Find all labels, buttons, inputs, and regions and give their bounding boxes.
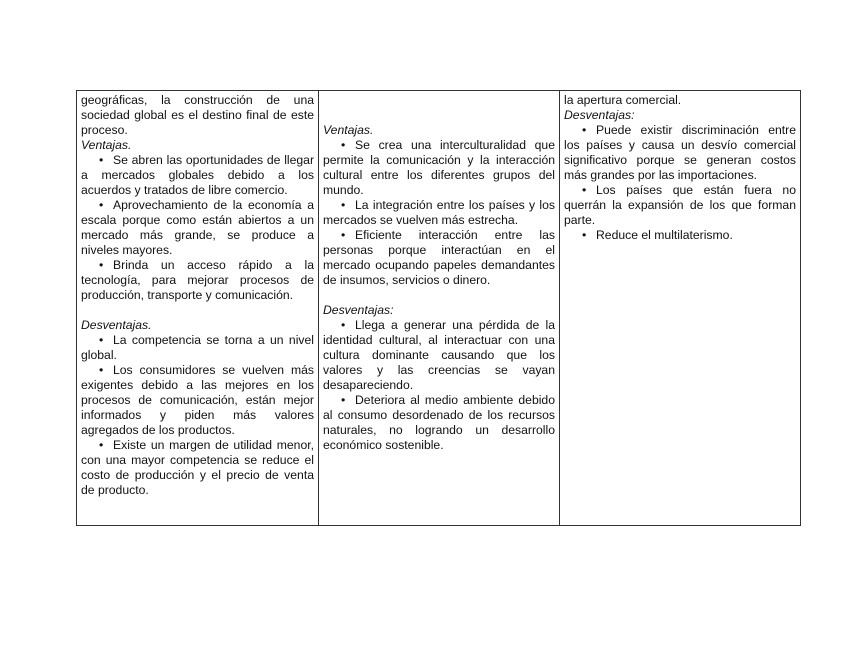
bullet-icon: • [99, 258, 104, 272]
bullet-icon: • [99, 333, 104, 347]
bullet-icon: • [341, 318, 346, 332]
bullet-icon: • [341, 393, 346, 407]
col2-ventaja-item: • Eficiente interacción entre las personas porque interactúan en el mercado ocupando papeles demandantes de insumos, servicios o dinero. [323, 228, 555, 287]
col1-ventaja-item: • Brinda un acceso rápido a la tecnología, para mejorar procesos de producción, transporte y comunicación. [81, 258, 314, 302]
bullet-icon: • [99, 363, 104, 377]
col3-desventaja-item: • Reduce el multilaterismo. [582, 228, 733, 242]
col1-ventaja-item: • Se abren las oportunidades de llegar a mercados globales debido a los acuerdos y tratados de libre comercio. [81, 153, 314, 197]
bullet-icon: • [99, 153, 104, 167]
bullet-icon: • [99, 438, 104, 452]
col1-desventajas-heading: Desventajas. [81, 318, 152, 332]
col2-desventajas-heading: Desventajas: [323, 303, 394, 317]
col1-ventaja-item: • Aprovechamiento de la economía a escala porque como están abiertos a un mercado más grande, se produce a niveles mayores. [81, 198, 314, 257]
col3-desventaja-item: • Puede existir discriminación entre los países y causa un desvío comercial significativo porque se generan costos más grandes por las importaciones. [564, 123, 796, 182]
bullet-icon: • [341, 198, 346, 212]
col3-desventaja-item: • Los países que están fuera no querrán la expansión de los que forman parte. [564, 183, 796, 227]
col3-intro: la apertura comercial. [564, 93, 682, 107]
table-cell-col2 [319, 91, 560, 526]
col3-desventajas-heading: Desventajas: [564, 108, 635, 122]
comparison-table [76, 90, 801, 526]
table-cell-col1 [77, 91, 319, 526]
bullet-icon: • [582, 123, 587, 137]
col1-ventajas-heading: Ventajas. [81, 138, 132, 152]
col2-ventaja-item: • Se crea una interculturalidad que permite la comunicación y la interacción cultural entre los diferentes grupos del mundo. [323, 138, 555, 197]
table-cell-col3 [560, 91, 801, 526]
col1-desventaja-item: • Los consumidores se vuelven más exigentes debido a las mejores en los procesos de comunicación, están mejor informados y piden más valores agregados de los productos. [81, 363, 314, 437]
col2-ventaja-item: • La integración entre los países y los mercados se vuelven más estrecha. [323, 198, 555, 227]
col2-desventaja-item: • Deteriora al medio ambiente debido al consumo desordenado de los recursos naturales, no logrando un desarrollo económico sostenible. [323, 393, 555, 452]
bullet-icon: • [341, 228, 346, 242]
col1-desventaja-item: • La competencia se torna a un nivel global. [81, 333, 314, 362]
bullet-icon: • [99, 198, 104, 212]
table-row [77, 91, 801, 526]
col2-ventajas-heading: Ventajas. [323, 123, 374, 137]
bullet-icon: • [582, 228, 587, 242]
col2-desventaja-item: • Llega a generar una pérdida de la identidad cultural, al interactuar con una cultura dominante causando que los valores y las creencias se vayan desapareciendo. [323, 318, 555, 392]
col1-intro: geográficas, la construcción de una sociedad global es el destino final de este proceso. [81, 93, 314, 137]
bullet-icon: • [341, 138, 346, 152]
bullet-icon: • [582, 183, 587, 197]
col1-desventaja-item: • Existe un margen de utilidad menor, con una mayor competencia se reduce el costo de producción y el precio de venta de producto. [81, 438, 314, 497]
